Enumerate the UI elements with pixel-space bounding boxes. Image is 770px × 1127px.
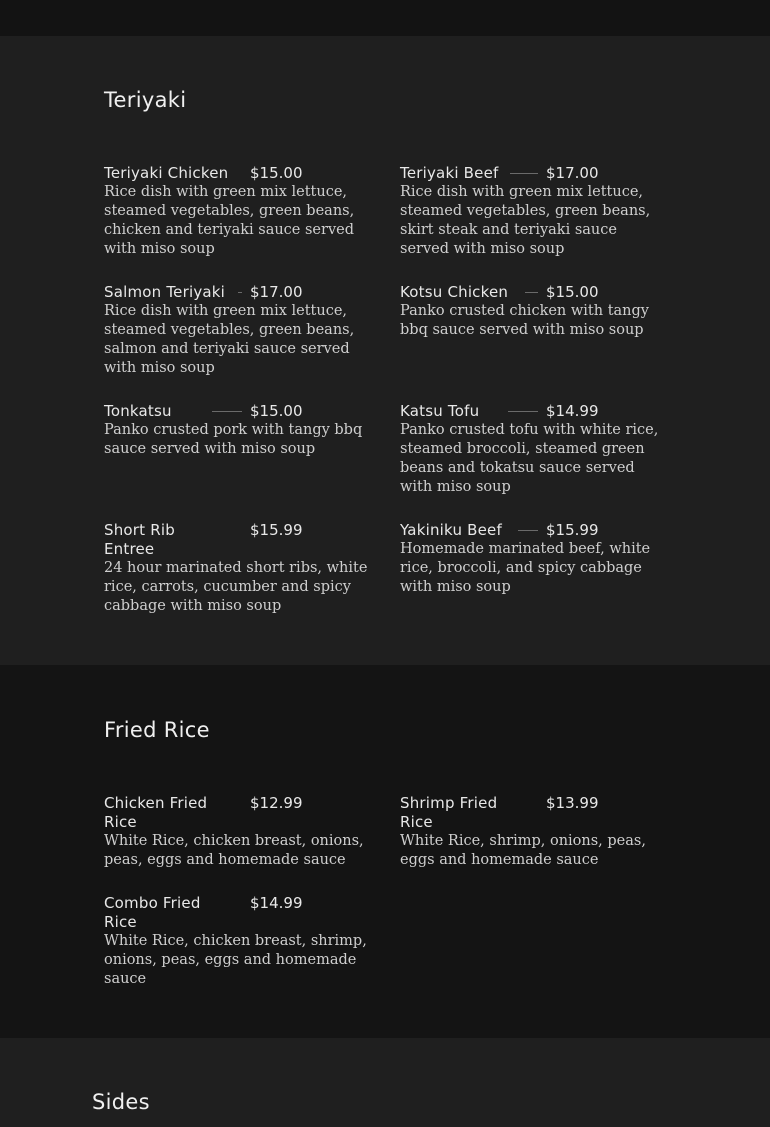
menu-item-kotsu-chicken[interactable] xyxy=(400,283,666,340)
item-price: $14.99 xyxy=(546,402,599,420)
item-name: Tonkatsu xyxy=(104,402,172,420)
item-description: Homemade marinated beef, white rice, broccoli, and spicy cabbage with miso soup xyxy=(400,541,651,595)
item-price: $17.00 xyxy=(250,283,303,301)
item-price: $14.99 xyxy=(250,894,303,912)
item-description: White Rice, chicken breast, onions, peas, eggs and homemade sauce xyxy=(104,833,364,868)
menu-item-salmon-teriyaki[interactable] xyxy=(104,283,370,378)
item-name: Katsu Tofu xyxy=(400,402,480,420)
item-description: Rice dish with green mix lettuce, steamed vegetables, green beans, chicken and teriyaki sauce served with miso soup xyxy=(104,184,355,257)
item-price: $17.00 xyxy=(546,164,599,182)
menu-item-katsu-tofu[interactable] xyxy=(400,402,666,497)
section-title-sides: Sides xyxy=(92,1090,150,1114)
item-name: Yakiniku Beef xyxy=(400,521,502,539)
price-leader-line xyxy=(525,292,538,293)
item-name: Teriyaki Beef xyxy=(400,164,499,182)
item-price: $15.00 xyxy=(250,164,303,182)
menu-item-combo-fried-rice[interactable] xyxy=(104,894,370,989)
item-description: Rice dish with green mix lettuce, steamed vegetables, green beans, skirt steak and teriyaki sauce served with miso soup xyxy=(400,184,651,257)
item-name: Combo Fried Rice xyxy=(104,894,201,931)
item-name: Shrimp Fried Rice xyxy=(400,794,498,831)
item-description: Panko crusted pork with tangy bbq sauce served with miso soup xyxy=(104,422,363,457)
item-name: Salmon Teriyaki xyxy=(104,283,226,301)
item-description: 24 hour marinated short ribs, white rice, carrots, cucumber and spicy cabbage with miso soup xyxy=(104,560,368,614)
sides-section xyxy=(0,1038,770,1127)
item-price: $15.00 xyxy=(546,283,599,301)
menu-item-teriyaki-chicken[interactable] xyxy=(104,164,370,259)
menu-item-short-rib-entree[interactable] xyxy=(104,521,370,616)
item-description: White Rice, chicken breast, shrimp, onions, peas, eggs and homemade sauce xyxy=(104,933,367,987)
item-name: Teriyaki Chicken xyxy=(104,164,229,182)
section-title-teriyaki: Teriyaki xyxy=(104,88,187,112)
menu-item-tonkatsu[interactable] xyxy=(104,402,370,459)
item-name: Short Rib Entree xyxy=(104,521,175,558)
menu-item-chicken-fried-rice[interactable] xyxy=(104,794,370,870)
section-title-fried-rice: Fried Rice xyxy=(104,718,210,742)
price-leader-line xyxy=(510,173,538,174)
fried-rice-section xyxy=(0,665,770,1038)
teriyaki-section xyxy=(0,36,770,665)
item-name: Kotsu Chicken xyxy=(400,283,509,301)
item-name: Chicken Fried Rice xyxy=(104,794,208,831)
item-price: $15.99 xyxy=(546,521,599,539)
price-leader-line xyxy=(518,530,538,531)
price-leader-line xyxy=(508,411,538,412)
top-bar xyxy=(0,0,770,36)
menu-item-shrimp-fried-rice[interactable] xyxy=(400,794,666,870)
item-price: $15.99 xyxy=(250,521,303,539)
item-description: Rice dish with green mix lettuce, steamed vegetables, green beans, salmon and teriyaki sauce served with miso soup xyxy=(104,303,355,376)
menu-item-yakiniku-beef[interactable] xyxy=(400,521,666,597)
item-description: Panko crusted tofu with white rice, steamed broccoli, steamed green beans and tokatsu sauce served with miso soup xyxy=(400,422,659,495)
menu-item-teriyaki-beef[interactable] xyxy=(400,164,666,259)
item-price: $13.99 xyxy=(546,794,599,812)
item-price: $12.99 xyxy=(250,794,303,812)
item-price: $15.00 xyxy=(250,402,303,420)
price-leader-line xyxy=(212,411,242,412)
item-description: White Rice, shrimp, onions, peas, eggs and homemade sauce xyxy=(400,833,646,868)
item-description: Panko crusted chicken with tangy bbq sauce served with miso soup xyxy=(400,303,649,338)
price-leader-line xyxy=(238,292,242,293)
